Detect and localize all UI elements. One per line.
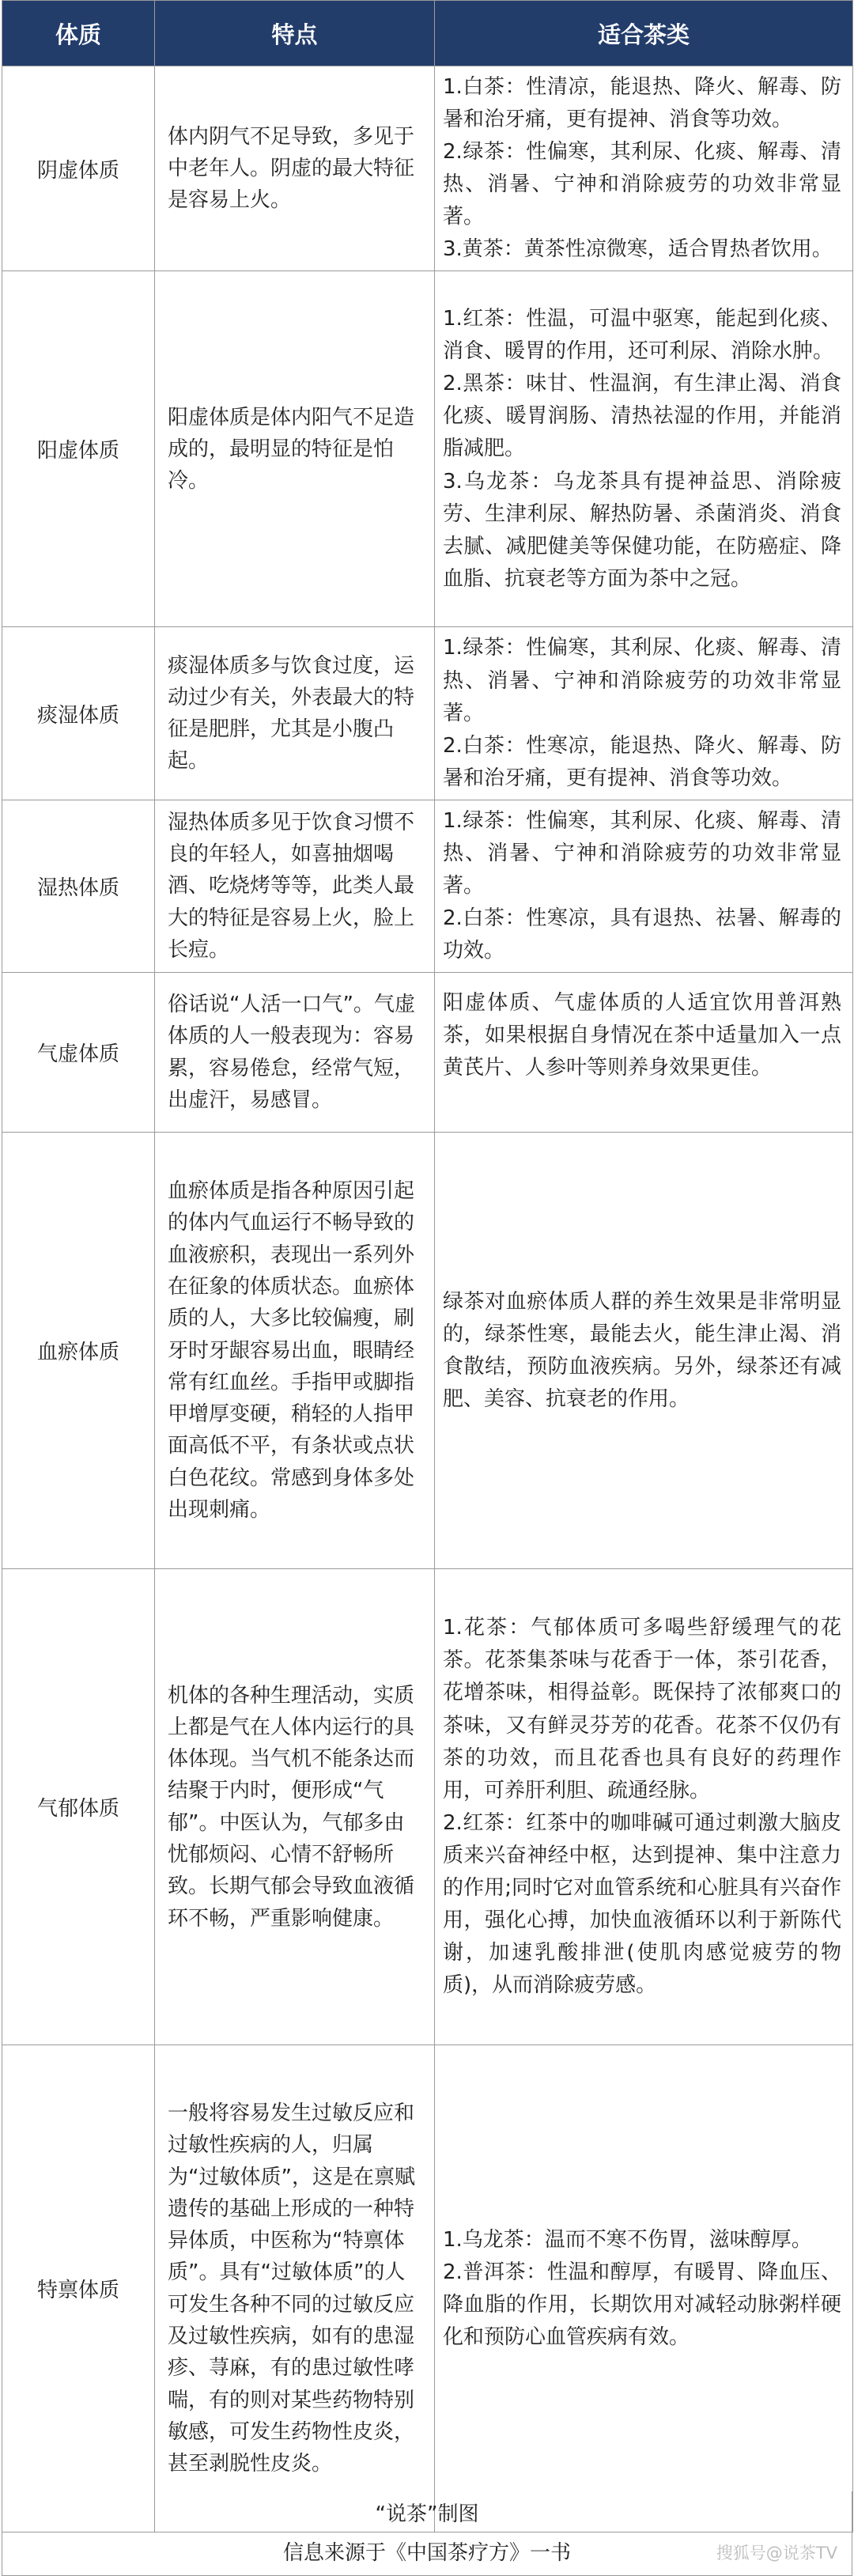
watermark: 搜狐号@说茶TV bbox=[716, 2544, 837, 2563]
tea-item: 1.花茶：气郁体质可多喝些舒缓理气的花茶。花茶集茶味与花香于一体，茶引花香，花增茶味，相得益彰。既保持了浓郁爽口的茶味，又有鲜灵芬芳的花香。花茶不仅仍有茶的功效，而且花香也具有良好的药理作用，可养肝利胆、疏通经脉。 bbox=[443, 1616, 841, 1802]
tea-item: 阳虚体质、气虚体质的人适宜饮用普洱熟茶，如果根据自身情况在茶中适量加入一点黄芪片、人参叶等则养身效果更佳。 bbox=[443, 991, 841, 1080]
tea-item: 3.乌龙茶：乌龙茶具有提神益思、消除疲劳、生津利尿、解热防暑、杀菌消炎、消食去腻、减肥健美等保健功能，在防癌症、降血脂、抗衰老等方面为茶中之冠。 bbox=[443, 469, 841, 591]
tea-constitution-table bbox=[2, 0, 853, 2532]
constitution-cell: 血瘀体质 bbox=[2, 1133, 155, 1569]
features-cell: 痰湿体质多与饮食过度，运动过少有关，外表最大的特征是肥胖，尤其是小腹凸起。 bbox=[155, 627, 435, 800]
header-constitution: 体质 bbox=[2, 1, 155, 66]
tea-item: 1.红茶：性温，可温中驱寒，能起到化痰、消食、暖胃的作用，还可利尿、消除水肿。 bbox=[443, 307, 841, 364]
table-row bbox=[2, 271, 853, 627]
teas-cell bbox=[435, 271, 853, 627]
tea-item: 2.普洱茶：性温和醇厚，有暖胃、降血压、降血脂的作用，长期饮用对减轻动脉粥样硬化和预防心血管疾病有效。 bbox=[443, 2260, 841, 2349]
constitution-cell: 特禀体质 bbox=[2, 2045, 155, 2532]
tea-item: 1.乌龙茶：温而不寒不伤胃，滋味醇厚。 bbox=[443, 2227, 812, 2252]
table-row bbox=[2, 66, 853, 271]
header-features: 特点 bbox=[155, 1, 435, 66]
tea-item: 1.绿茶：性偏寒，其利尿、化痰、解毒、清热、消暑、宁神和消除疲劳的功效非常显著。 bbox=[443, 808, 841, 898]
tea-item: 3.黄茶：黄茶性凉微寒，适合胃热者饮用。 bbox=[443, 237, 833, 262]
features-cell: 机体的各种生理活动，实质上都是气在人体内运行的具体体现。当气机不能条达而结聚于内时，便形成“气郁”。中医认为，气郁多由忧郁烦闷、心情不舒畅所致。长期气郁会导致血液循环不畅，严重影响健康。 bbox=[155, 1569, 435, 2045]
features-cell: 湿热体质多见于饮食习惯不良的年轻人，如喜抽烟喝酒、吃烧烤等等，此类人最大的特征是容易上火，脸上长痘。 bbox=[155, 800, 435, 972]
teas-cell bbox=[435, 627, 853, 800]
table-header-row bbox=[2, 1, 853, 66]
teas-cell bbox=[435, 2045, 853, 2532]
constitution-cell: 气郁体质 bbox=[2, 1569, 155, 2045]
constitution-cell: 阳虚体质 bbox=[2, 271, 155, 627]
table-row bbox=[2, 1133, 853, 1569]
features-cell: 一般将容易发生过敏反应和过敏性疾病的人，归属为“过敏体质”，这是在禀赋遗传的基础上形成的一种特异体质，中医称为“特禀体质”。具有“过敏体质”的人可发生各种不同的过敏反应及过敏性疾病，如有的患湿疹、荨麻，有的患过敏性哮喘，有的则对某些药物特别敏感，可发生药物性皮炎，甚至剥脱性皮炎。 bbox=[155, 2045, 435, 2532]
constitution-cell: 气虚体质 bbox=[2, 973, 155, 1133]
table-row bbox=[2, 800, 853, 972]
features-cell: 阳虚体质是体内阳气不足造成的，最明显的特征是怕冷。 bbox=[155, 271, 435, 627]
tea-item: 1.白茶：性清凉，能退热、降火、解毒、防暑和治牙痛，更有提神、消食等功效。 bbox=[443, 75, 841, 132]
constitution-cell: 痰湿体质 bbox=[2, 627, 155, 800]
chart-credit: “说茶”制图 bbox=[375, 2502, 479, 2526]
source-note: 信息来源于《中国茶疗方》一书 bbox=[282, 2541, 571, 2565]
tea-item: 1.绿茶：性偏寒，其利尿、化痰、解毒、清热、消暑、宁神和消除疲劳的功效非常显著。 bbox=[443, 636, 841, 725]
tea-item: 2.红茶：红茶中的咖啡碱可通过刺激大脑皮质来兴奋神经中枢，达到提神、集中注意力的作用;同时它对血管系统和心脏具有兴奋作用，强化心搏，加快血液循环以利于新陈代谢，加速乳酸排泄(使肌肉感觉疲劳的物质)，从而消除疲劳感。 bbox=[443, 1810, 841, 1998]
teas-cell bbox=[435, 66, 853, 271]
teas-cell bbox=[435, 973, 853, 1133]
table-row bbox=[2, 1569, 853, 2045]
tea-item: 2.白茶：性寒凉，具有退热、祛暑、解毒的功效。 bbox=[443, 906, 841, 963]
tea-item: 2.绿茶：性偏寒，其利尿、化痰、解毒、清热、消暑、宁神和消除疲劳的功效非常显著。 bbox=[443, 140, 841, 229]
constitution-cell: 湿热体质 bbox=[2, 800, 155, 972]
table-row bbox=[2, 2045, 853, 2532]
teas-cell bbox=[435, 800, 853, 972]
table-row bbox=[2, 627, 853, 800]
teas-cell bbox=[435, 1569, 853, 2045]
header-suitable-teas: 适合茶类 bbox=[435, 1, 853, 66]
table-footer bbox=[2, 2491, 852, 2576]
tea-item: 2.白茶：性寒凉，能退热、降火、解毒、防暑和治牙痛，更有提神、消食等功效。 bbox=[443, 733, 841, 790]
features-cell: 体内阴气不足导致，多见于中老年人。阴虚的最大特征是容易上火。 bbox=[155, 66, 435, 271]
tea-item: 2.黑茶：味甘、性温润，有生津止渴、消食化痰、暖胃润肠、清热祛湿的作用，并能消脂减肥。 bbox=[443, 372, 841, 461]
constitution-cell: 阴虚体质 bbox=[2, 66, 155, 271]
features-cell: 血瘀体质是指各种原因引起的体内气血运行不畅导致的血液瘀积，表现出一系列外在征象的体质状态。血瘀体质的人，大多比较偏瘦，刷牙时牙龈容易出血，眼睛经常有红血丝。手指甲或脚指甲增厚变硬，稍轻的人指甲面高低不平，有条状或点状白色花纹。常感到身体多处出现刺痛。 bbox=[155, 1133, 435, 1569]
table-row bbox=[2, 973, 853, 1133]
teas-cell bbox=[435, 1133, 853, 1569]
tea-item: 绿茶对血瘀体质人群的养生效果是非常明显的，绿茶性寒，最能去火，能生津止渴、消食散结，预防血液疾病。另外，绿茶还有减肥、美容、抗衰老的作用。 bbox=[443, 1289, 841, 1411]
features-cell: 俗话说“人活一口气”。气虚体质的人一般表现为：容易累，容易倦怠，经常气短，出虚汗，易感冒。 bbox=[155, 973, 435, 1133]
